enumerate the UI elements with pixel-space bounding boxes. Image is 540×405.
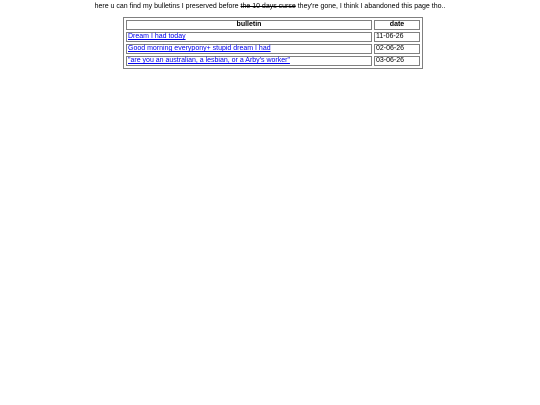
header-bulletin: bulletin [126, 20, 372, 30]
bulletin-link-australian[interactable]: "are you an australian, a lesbian, or a Arby's worker" [128, 57, 290, 64]
table-row [126, 56, 420, 66]
header-date: date [374, 20, 420, 30]
bulletin-link-dream[interactable]: Dream I had today [128, 33, 186, 40]
intro-text [0, 3, 540, 11]
bulletin-cell [126, 44, 372, 54]
bulletin-table [123, 17, 423, 69]
bulletin-cell [126, 32, 372, 42]
table-header-row [126, 20, 420, 30]
bulletin-cell [126, 56, 372, 66]
date-cell: 02-06-26 [374, 44, 420, 54]
intro-struck: the 10 days curse [240, 3, 296, 10]
intro-before: here u can find my bulletins I preserved before [94, 3, 241, 10]
table-row [126, 44, 420, 54]
date-cell: 11-06-26 [374, 32, 420, 42]
date-cell: 03-06-26 [374, 56, 420, 66]
bulletin-table-wrapper [123, 17, 423, 69]
intro-after: they're gone, I think I abandoned this page tho.. [295, 3, 446, 10]
bulletin-link-good-morning[interactable]: Good morning everypony+ stupid dream I had [128, 45, 271, 52]
table-row [126, 32, 420, 42]
